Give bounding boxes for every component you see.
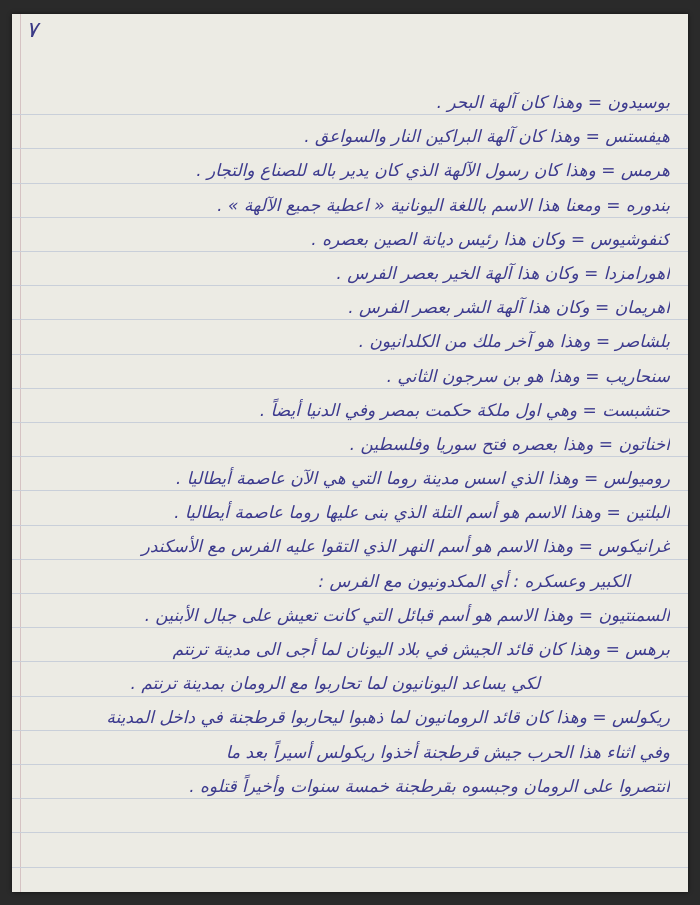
text-line: اهورامزدا = وكان هذا آلهة الخير بعصر الفرس . [336,263,670,284]
text-line: غرانيكوس = وهذا الاسم هو أسم النهر الذي التقوا عليه الفرس مع الأسكندر [141,537,670,558]
text-line: بلشاصر = وهذا هو آخر ملك من الكلدانيون . [358,332,670,353]
text-line: انتصروا على الرومان وجبسوه بقرطجنة خمسة سنوات وأخيراً قتلوه . [189,776,670,797]
text-line: بندوره = ومعنا هذا الاسم باللغة اليونانية « اعطية جميع الآلهة » . [217,195,670,216]
text-line: بوسيدون = وهذا كان آلهة البحر . [436,93,670,113]
text-line: ريكولس = وهذا كان قائد الرومانيون لما ذهبوا ليحاربوا قرطجنة في داخل المدينة [106,708,670,729]
text-line: روميولس = وهذا الذي اسس مدينة روما التي هي الآن عاصمة أيطاليا . [175,469,670,490]
page-number: ٧ [26,18,38,43]
text-line: وفي اثناء هذا الحرب جيش قرطجنة أخذوا ريكولس أسيراً بعد ما [225,742,670,763]
ruled-line [12,867,688,868]
text-line: برهس = وهذا كان قائد الجيش في بلاد اليونان لما أجى الى مدينة ترنتم [172,640,670,660]
handwritten-page [12,14,688,892]
text-line: هيفستس = وهذا كان آلهة البراكين النار والسواعق . [304,127,670,148]
text-line: لكي يساعد اليونانيون لما تحاربوا مع الرومان بمدينة ترنتم . [130,674,540,695]
text-line: سنحاريب = وهذا هو بن سرجون الثاني . [386,366,670,387]
margin-line [20,14,21,892]
ruled-line [12,832,688,833]
text-line: السمنتيون = وهذا الاسم هو أسم قبائل التي كانت تعيش على جبال الأبنين . [144,605,670,626]
text-body [28,86,670,804]
text-line: كنفوشيوس = وكان هذا رئيس ديانة الصين بعصره . [311,229,670,250]
text-line: اهريمان = وكان هذا آلهة الشر بعصر الفرس . [348,298,670,319]
text-line: الكبير وعسكره : أي المكدونيون مع الفرس : [318,571,630,592]
text-line: البلتين = وهذا الاسم هو أسم التلة الذي بنى عليها روما عاصمة أيطاليا . [174,503,670,524]
text-line: اخناتون = وهذا بعصره فتح سوريا وفلسطين . [349,434,670,455]
text-line: هرمس = وهذا كان رسول الآلهة الذي كان يدير باله للصناع والتجار . [196,161,670,182]
text-line: حتشبست = وهي اول ملكة حكمت بمصر وفي الدنيا أيضاً . [259,400,670,421]
